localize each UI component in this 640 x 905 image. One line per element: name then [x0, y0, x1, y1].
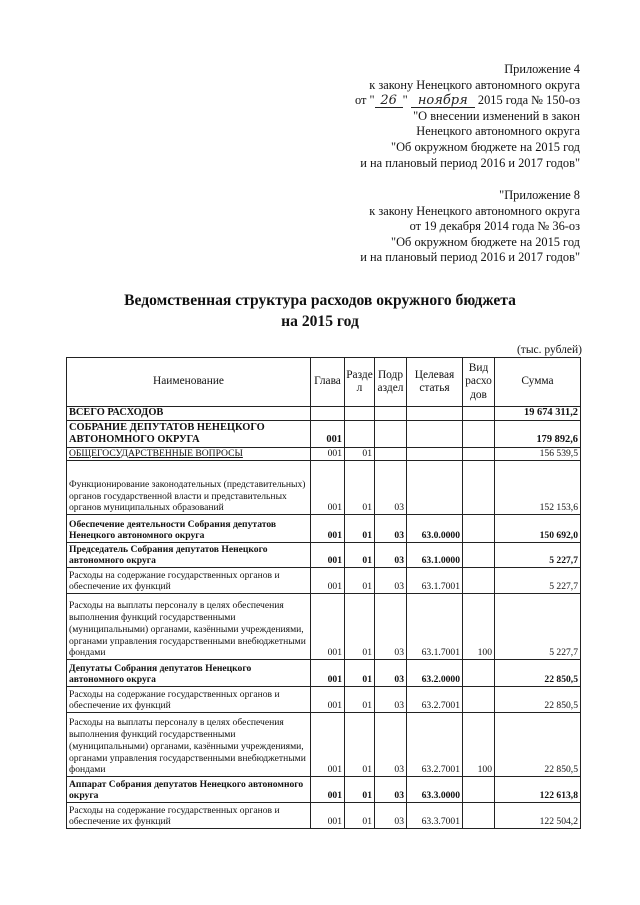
date-prefix: от " — [354, 93, 375, 108]
row-name: ОБЩЕГОСУДАРСТВЕННЫЕ ВОПРОСЫ — [67, 448, 311, 461]
row-glava: 001 — [311, 594, 345, 660]
row-vid — [463, 543, 495, 568]
table-row — [67, 407, 581, 421]
row-statya — [407, 407, 463, 421]
row-statya: 63.1.7001 — [407, 568, 463, 594]
units-label: (тыс. рублей) — [516, 344, 582, 356]
row-name: Аппарат Собрания депутатов Ненецкого автономного округа — [67, 777, 311, 803]
row-podrazdel: 03 — [375, 568, 407, 594]
row-podrazdel: 03 — [375, 594, 407, 660]
row-vid — [463, 515, 495, 543]
row-podrazdel: 03 — [375, 803, 407, 829]
row-statya: 63.2.7001 — [407, 687, 463, 713]
row-name: Расходы на выплаты персоналу в целях обеспечения выполнения функций государственными (муниципальными) органами, казёнными учреждениями, органами управления государственными внебюджетными фондами — [67, 594, 311, 660]
row-razdel: 01 — [345, 515, 375, 543]
row-statya — [407, 461, 463, 515]
date-suffix: 2015 года № 150-оз — [477, 93, 580, 108]
row-vid: 100 — [463, 594, 495, 660]
row-glava: 001 — [311, 515, 345, 543]
row-podrazdel: 03 — [375, 543, 407, 568]
header-podrazdel: Подр аздел — [375, 358, 407, 407]
row-razdel: 01 — [345, 777, 375, 803]
appendix-4-line-6: "Об окружном бюджете на 2015 год — [391, 139, 580, 154]
row-summa: 5 227,7 — [495, 568, 581, 594]
table-header-row — [67, 358, 581, 407]
row-razdel — [345, 407, 375, 421]
row-vid — [463, 660, 495, 687]
table-row — [67, 543, 581, 568]
row-razdel: 01 — [345, 461, 375, 515]
row-statya — [407, 421, 463, 448]
appendix-8-block — [360, 188, 580, 266]
row-name: Функционирование законодательных (представительных) органов государственной власти и представительных органов муниципальных образований — [67, 461, 311, 515]
row-name: Обеспечение деятельности Собрания депутатов Ненецкого автономного округа — [67, 515, 311, 543]
row-summa: 150 692,0 — [495, 515, 581, 543]
appendix-8-line-5: и на плановый период 2016 и 2017 годов" — [360, 250, 580, 265]
row-statya: 63.2.7001 — [407, 713, 463, 777]
document-title: Ведомственная структура расходов окружного бюджета — [124, 292, 516, 309]
row-statya: 63.0.0000 — [407, 515, 463, 543]
row-summa: 22 850,5 — [495, 713, 581, 777]
appendix-4-line-4: "О внесении изменений в закон — [413, 108, 580, 123]
row-statya: 63.2.0000 — [407, 660, 463, 687]
row-vid — [463, 568, 495, 594]
row-summa: 22 850,5 — [495, 687, 581, 713]
row-razdel: 01 — [345, 713, 375, 777]
appendix-4-block — [355, 62, 580, 171]
row-vid — [463, 777, 495, 803]
row-glava: 001 — [311, 421, 345, 448]
row-podrazdel — [375, 407, 407, 421]
row-vid — [463, 407, 495, 421]
table-row — [67, 568, 581, 594]
row-glava: 001 — [311, 687, 345, 713]
handwritten-day: 26 — [375, 94, 403, 108]
row-name: Председатель Собрания депутатов Ненецкого автономного округа — [67, 543, 311, 568]
appendix-4-line-7: и на плановый период 2016 и 2017 годов" — [360, 155, 580, 170]
row-summa: 22 850,5 — [495, 660, 581, 687]
row-glava: 001 — [311, 461, 345, 515]
row-glava: 001 — [311, 777, 345, 803]
table-row — [67, 687, 581, 713]
row-razdel: 01 — [345, 660, 375, 687]
row-razdel — [345, 421, 375, 448]
expenses-table — [66, 357, 581, 829]
appendix-4-law-ref: к закону Ненецкого автономного округа — [369, 77, 580, 92]
row-summa: 19 674 311,2 — [495, 407, 581, 421]
header-name: Наименование — [67, 358, 311, 407]
row-podrazdel — [375, 421, 407, 448]
row-statya: 63.3.0000 — [407, 777, 463, 803]
row-name: СОБРАНИЕ ДЕПУТАТОВ НЕНЕЦКОГО АВТОНОМНОГО ОКРУГА — [67, 421, 311, 448]
row-name: Расходы на содержание государственных органов и обеспечение их функций — [67, 687, 311, 713]
row-glava: 001 — [311, 568, 345, 594]
row-vid — [463, 421, 495, 448]
row-razdel: 01 — [345, 568, 375, 594]
row-name: Депутаты Собрания депутатов Ненецкого автономного округа — [67, 660, 311, 687]
table-row — [67, 448, 581, 461]
row-razdel: 01 — [345, 803, 375, 829]
row-name: Расходы на выплаты персоналу в целях обеспечения выполнения функций государственными (муниципальными) органами, казёнными учреждениями, органами управления государственными внебюджетными фондами — [67, 713, 311, 777]
row-name: ВСЕГО РАСХОДОВ — [67, 407, 311, 421]
table-row — [67, 515, 581, 543]
row-glava — [311, 407, 345, 421]
appendix-8-date: от 19 декабря 2014 года № 36-оз — [409, 219, 580, 234]
table-row — [67, 777, 581, 803]
table-row — [67, 461, 581, 515]
table-row — [67, 594, 581, 660]
row-summa: 122 613,8 — [495, 777, 581, 803]
row-podrazdel: 03 — [375, 777, 407, 803]
row-glava: 001 — [311, 660, 345, 687]
row-name: Расходы на содержание государственных органов и обеспечение их функций — [67, 568, 311, 594]
row-glava: 001 — [311, 448, 345, 461]
header-vid: Вид расхо дов — [463, 358, 495, 407]
appendix-4-title: Приложение 4 — [504, 62, 580, 76]
row-statya — [407, 448, 463, 461]
row-razdel: 01 — [345, 687, 375, 713]
row-name: Расходы на содержание государственных органов и обеспечение их функций — [67, 803, 311, 829]
row-glava: 001 — [311, 713, 345, 777]
row-vid — [463, 803, 495, 829]
row-summa: 122 504,2 — [495, 803, 581, 829]
header-razdel: Разде л — [345, 358, 375, 407]
row-statya: 63.3.7001 — [407, 803, 463, 829]
header-statya: Целевая статья — [407, 358, 463, 407]
table-row — [67, 713, 581, 777]
row-podrazdel: 03 — [375, 660, 407, 687]
row-vid: 100 — [463, 713, 495, 777]
row-vid — [463, 687, 495, 713]
appendix-4-date-line — [355, 93, 580, 109]
table-row — [67, 660, 581, 687]
row-glava: 001 — [311, 803, 345, 829]
row-summa: 5 227,7 — [495, 594, 581, 660]
row-statya: 63.1.0000 — [407, 543, 463, 568]
appendix-8-law-ref: к закону Ненецкого автономного округа — [369, 203, 580, 218]
document-title-year: на 2015 год — [281, 313, 359, 330]
row-vid — [463, 448, 495, 461]
row-podrazdel — [375, 448, 407, 461]
row-statya: 63.1.7001 — [407, 594, 463, 660]
row-razdel: 01 — [345, 594, 375, 660]
row-glava: 001 — [311, 543, 345, 568]
header-glava: Глава — [311, 358, 345, 407]
table-row — [67, 803, 581, 829]
row-podrazdel: 03 — [375, 713, 407, 777]
appendix-8-line-4: "Об окружном бюджете на 2015 год — [391, 234, 580, 249]
row-podrazdel: 03 — [375, 461, 407, 515]
row-summa: 156 539,5 — [495, 448, 581, 461]
table-row — [67, 421, 581, 448]
header-summa: Сумма — [495, 358, 581, 407]
row-summa: 152 153,6 — [495, 461, 581, 515]
row-razdel: 01 — [345, 448, 375, 461]
date-quote: " — [402, 93, 408, 108]
appendix-4-line-5: Ненецкого автономного округа — [416, 124, 580, 139]
handwritten-month: ноября — [411, 94, 475, 108]
row-summa: 179 892,6 — [495, 421, 581, 448]
row-podrazdel: 03 — [375, 687, 407, 713]
row-vid — [463, 461, 495, 515]
row-podrazdel: 03 — [375, 515, 407, 543]
row-razdel: 01 — [345, 543, 375, 568]
row-summa: 5 227,7 — [495, 543, 581, 568]
appendix-8-title: "Приложение 8 — [499, 188, 580, 202]
